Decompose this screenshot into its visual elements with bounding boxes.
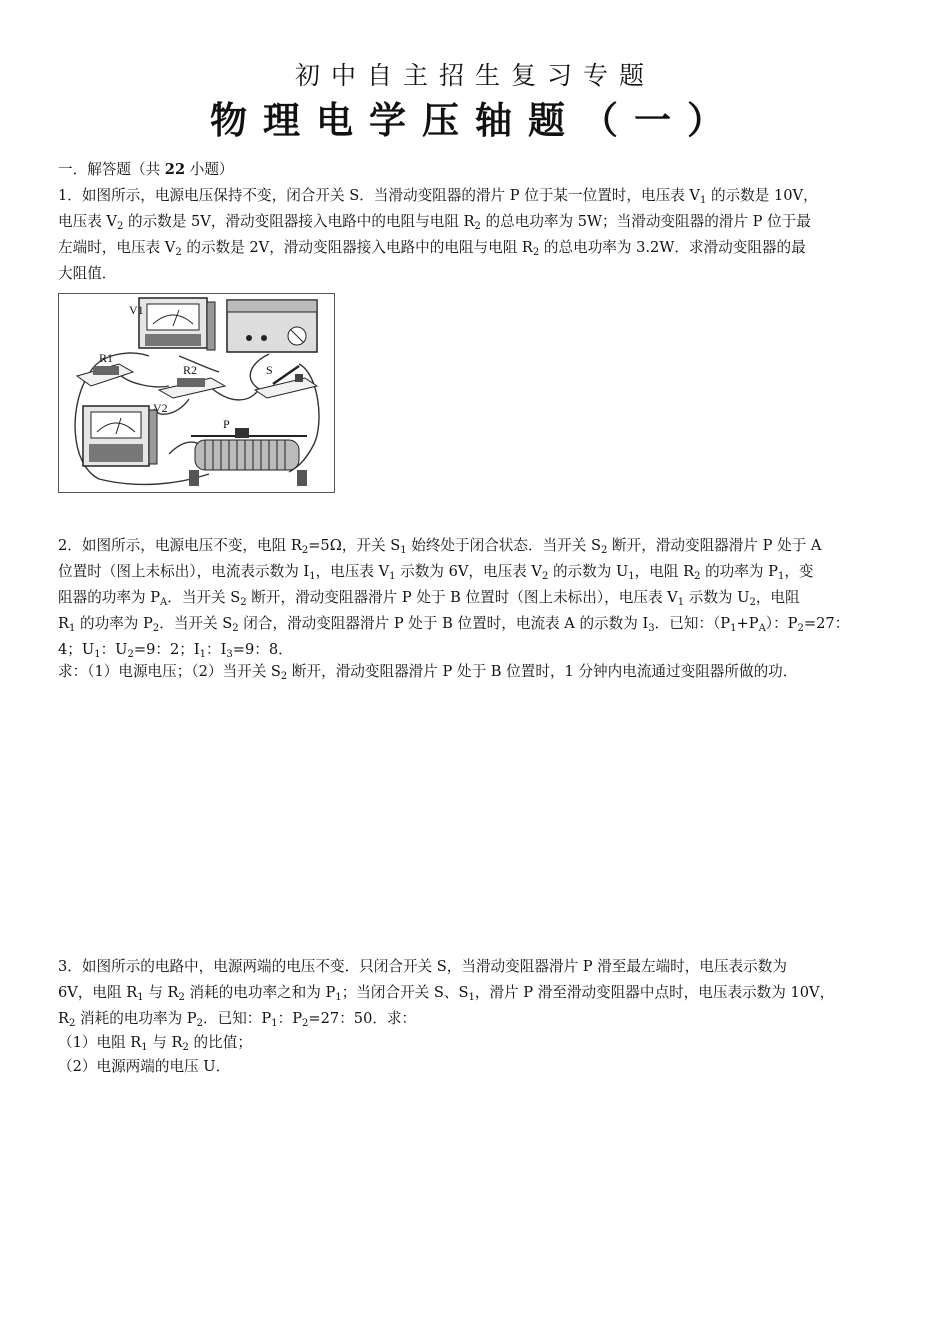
subscript: 3 xyxy=(226,649,233,660)
text-segment: ，电阻 xyxy=(755,589,800,606)
subscript: 2 xyxy=(232,623,239,634)
label-p: P xyxy=(223,417,230,431)
text-segment: 左端时，电压表 V xyxy=(58,239,176,256)
subscript: 1 xyxy=(468,992,475,1003)
text-segment: 与 R xyxy=(147,1034,183,1051)
text-segment: 闭合，滑动变阻器滑片 P 处于 B 位置时，电流表 A 的示数为 I xyxy=(238,615,649,632)
subscript: 2 xyxy=(175,247,182,258)
text-segment: 的示数为 U xyxy=(548,563,629,580)
text-segment: 的示数是 5V，滑动变阻器接入电路中的电阻与电阻 R xyxy=(123,213,475,230)
subscript: 2 xyxy=(474,221,481,232)
subscript: A xyxy=(160,597,168,608)
text-segment: =9：2；I xyxy=(133,641,200,658)
text-segment: 的功率为 P xyxy=(700,563,778,580)
subscript: 2 xyxy=(152,623,160,634)
subscript: 2 xyxy=(182,1042,189,1053)
section-heading-suffix: 小题） xyxy=(185,161,234,178)
text-segment: 的总电功率为 3.2W．求滑动变阻器的最 xyxy=(539,239,806,256)
q3-line3 xyxy=(58,1006,900,1032)
subscript: 1 xyxy=(400,545,407,556)
subscript: 2 xyxy=(240,597,247,608)
q2-line2 xyxy=(58,559,900,585)
subscript: 2 xyxy=(749,597,756,608)
q1-line2 xyxy=(58,209,900,235)
label-s: S xyxy=(266,363,273,377)
q1-line4: 大阻值． xyxy=(58,265,117,282)
subscript: 1 xyxy=(94,649,101,660)
text-segment: 断开，滑动变阻器滑片 P 处于 A xyxy=(607,537,822,554)
text-segment: ：I xyxy=(205,641,227,658)
subscript: A xyxy=(758,623,766,634)
subscript: 1 xyxy=(309,571,316,582)
text-segment: 示数为 U xyxy=(684,589,750,606)
voltmeter-v1-icon xyxy=(139,298,215,350)
text-segment: ：P xyxy=(277,1010,303,1027)
text-segment: 与 R xyxy=(143,984,179,1001)
text-segment: 示数为 6V，电压表 V xyxy=(395,563,542,580)
subscript: 1 xyxy=(199,649,206,660)
text-segment: 的示数是 2V，滑动变阻器接入电路中的电阻与电阻 R xyxy=(181,239,533,256)
q3-sub1 xyxy=(58,1030,900,1056)
resistor-r2-icon xyxy=(159,378,225,398)
subscript: 2 xyxy=(69,1018,76,1029)
text-segment: 的比值； xyxy=(188,1034,252,1051)
text-segment: 2．如图所示，电源电压不变，电阻 R xyxy=(58,537,302,554)
text-segment: =9：8． xyxy=(232,641,293,658)
subscript: 1 xyxy=(141,1042,148,1053)
label-v2: V2 xyxy=(153,401,168,415)
text-segment: =27： xyxy=(803,615,850,632)
text-segment: ，滑片 P 滑至滑动变阻器中点时，电压表示数为 10V， xyxy=(474,984,835,1001)
subscript: 2 xyxy=(280,671,288,682)
q3-line2 xyxy=(58,980,900,1006)
text-segment: =27：50．求： xyxy=(308,1010,417,1027)
text-segment: =5Ω，开关 S xyxy=(308,537,401,554)
q2-question xyxy=(58,659,900,685)
subscript: 1 xyxy=(335,992,342,1003)
question-count: 22 xyxy=(164,161,186,178)
subscript: 2 xyxy=(532,247,540,258)
subscript: 2 xyxy=(301,545,309,556)
subscript: 1 xyxy=(699,195,707,206)
q3-line1: 3．如图所示的电路中，电源两端的电压不变．只闭合开关 S，当滑动变阻器滑片 P 滑至最左端时，电压表示数为 xyxy=(58,958,787,975)
section-heading xyxy=(58,157,900,183)
text-segment: 断开，滑动变阻器滑片 P 处于 B 位置时（图上未标出），电压表 V xyxy=(246,589,678,606)
q1-line1 xyxy=(58,183,900,209)
doc-title-line2: 物理电学压轴题（一） xyxy=(210,98,740,142)
q2-line3 xyxy=(58,585,900,611)
text-segment: 的总电功率为 5W；当滑动变阻器的滑片 P 位于最 xyxy=(480,213,811,230)
text-segment: 求：（1）电源电压；（2）当开关 S xyxy=(58,663,281,680)
label-r1: R1 xyxy=(99,351,114,365)
subscript: 2 xyxy=(601,545,608,556)
subscript: 2 xyxy=(797,623,804,634)
text-segment: 消耗的电功率之和为 P xyxy=(184,984,336,1001)
text-segment: ；当闭合开关 S、S xyxy=(341,984,469,1001)
text-segment: ，变 xyxy=(784,563,814,580)
q2-line1 xyxy=(58,533,900,559)
subscript: 1 xyxy=(628,571,635,582)
text-segment: R xyxy=(58,1010,69,1027)
subscript: 2 xyxy=(541,571,549,582)
text-segment: 6V，电阻 R xyxy=(58,984,138,1001)
text-segment: R xyxy=(58,615,69,632)
doc-title-line1: 初中自主招生复习专题 xyxy=(294,61,655,90)
text-segment: 的示数是 10V， xyxy=(706,187,818,204)
text-segment: （1）电阻 R xyxy=(58,1034,142,1051)
text-segment: 4；U xyxy=(58,641,95,658)
text-segment: 的功率为 P xyxy=(75,615,153,632)
q3-sub2: （2）电源两端的电压 U． xyxy=(58,1058,231,1075)
subscript: 2 xyxy=(116,221,124,232)
text-segment: 消耗的电功率为 P xyxy=(75,1010,197,1027)
subscript: 1 xyxy=(677,597,685,608)
subscript: 2 xyxy=(694,571,701,582)
text-segment: 位置时（图上未标出），电流表示数为 I xyxy=(58,563,310,580)
q1-circuit-figure xyxy=(58,293,335,493)
subscript: 1 xyxy=(730,623,737,634)
rheostat-icon xyxy=(189,428,307,486)
subscript: 2 xyxy=(196,1018,204,1029)
power-supply-icon xyxy=(227,300,317,352)
text-segment: ．已知：（P xyxy=(654,615,731,632)
subscript: 1 xyxy=(271,1018,278,1029)
text-segment: ）：P xyxy=(765,615,798,632)
text-segment: ，电压表 V xyxy=(315,563,390,580)
text-segment: ：U xyxy=(100,641,128,658)
text-segment: 1．如图所示，电源电压保持不变，闭合开关 S．当滑动变阻器的滑片 P 位于某一位置时，电压表 V xyxy=(58,187,700,204)
subscript: 1 xyxy=(389,571,396,582)
subscript: 1 xyxy=(69,623,76,634)
subscript: 2 xyxy=(302,1018,309,1029)
section-heading-prefix: 一．解答题（共 xyxy=(58,161,165,178)
label-r2: R2 xyxy=(183,363,198,377)
text-segment: 阻器的功率为 P xyxy=(58,589,161,606)
text-segment: ，电阻 R xyxy=(634,563,695,580)
text-segment: +P xyxy=(736,615,759,632)
text-segment: 电压表 V xyxy=(58,213,117,230)
voltmeter-v2-icon xyxy=(83,406,157,466)
text-segment: ．当开关 S xyxy=(167,589,241,606)
subscript: 2 xyxy=(178,992,185,1003)
resistor-r1-icon xyxy=(77,364,133,386)
text-segment: 断开，滑动变阻器滑片 P 处于 B 位置时，1 分钟内电流通过变阻器所做的功． xyxy=(287,663,798,680)
text-segment: ．已知：P xyxy=(203,1010,272,1027)
text-segment: 始终处于闭合状态．当开关 S xyxy=(406,537,602,554)
subscript: 1 xyxy=(777,571,785,582)
text-segment: ．当开关 S xyxy=(159,615,233,632)
subscript: 3 xyxy=(648,623,655,634)
q1-line3 xyxy=(58,235,900,261)
label-v1: V1 xyxy=(129,303,144,317)
q2-line4 xyxy=(58,611,900,637)
subscript: 1 xyxy=(137,992,144,1003)
subscript: 2 xyxy=(127,649,134,660)
